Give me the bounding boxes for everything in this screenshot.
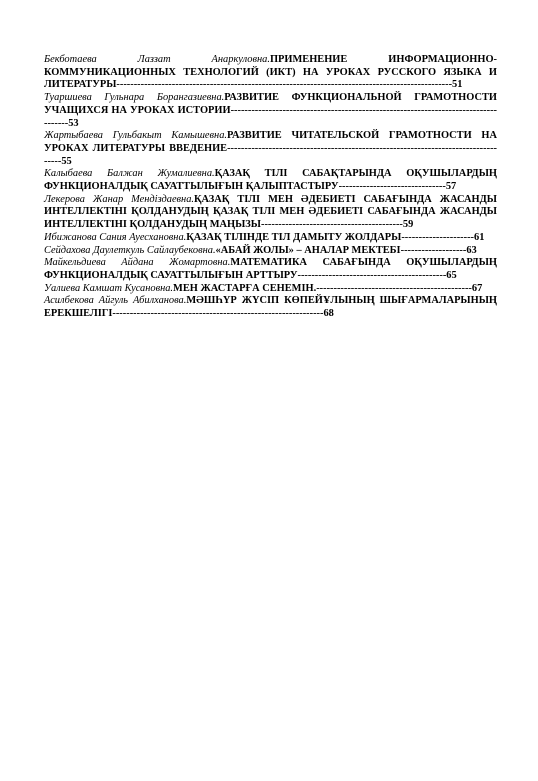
toc-entry-author: Жартыбаева Гульбакыт Камышевна. (44, 130, 228, 142)
toc-entry (44, 194, 497, 232)
toc-entry-title: ҚАЗАҚ ТІЛІ МЕН ӘДЕБИЕТІ САБАҒЫНДА ЖАСАНДЫ ИНТЕЛЛЕКТІНІ ҚОЛДАНУДЫҢ ҚАЗАҚ ТІЛІ МЕН ӘДЕБИЕТІ САБАҒЫНДА ЖАСАНДЫ ИНТЕЛЛЕКТІНІ ҚОЛДАНУДЫҢ МАҢЫЗЫ (44, 193, 497, 231)
toc-entry-title: МЕН ЖАСТАРҒА СЕНЕМІН. (173, 282, 317, 294)
toc-entry (44, 257, 497, 282)
toc-entry-leader: ----------------------------------------------------------------------------------- (44, 142, 497, 167)
toc-entry-author: Майкельдиева Айдана Жомартовна. (44, 257, 231, 269)
toc-entry-leader: ------------------------------------------------------------- (112, 308, 324, 320)
toc-entry-page-number: 67 (471, 282, 483, 294)
toc-entry-title: ҚАЗАҚ ТІЛІНДЕ ТІЛ ДАМЫТУ ЖОЛДАРЫ (186, 231, 402, 243)
toc-entry-author: Уалиева Камшат Кусановна. (44, 282, 174, 294)
toc-entry (44, 245, 497, 258)
toc-entry-page-number: 57 (445, 181, 457, 193)
toc-entry (44, 92, 497, 130)
toc-entry (44, 295, 497, 320)
toc-entry-page-number: 63 (466, 244, 477, 256)
toc-entry-leader: ------------------------------- (338, 181, 446, 193)
toc-entry-leader: ------------------- (400, 244, 467, 256)
toc-entry-author: Лекерова Жанар Мендiздаевна. (44, 193, 195, 205)
toc-entry (44, 283, 497, 296)
toc-entry-leader: ------------------------------------------- (297, 269, 447, 281)
toc-entry-author: Сейдахова Даулеткуль Сайлаубековна. (44, 244, 216, 256)
toc-entry-title: МӘШҺҮР ЖҮСІП КӨПЕЙҰЛЫНЫҢ ШЫҒАРМАЛАРЫНЫҢ ЕРЕКШЕЛІГІ (44, 295, 497, 320)
toc-entry-leader: ----------------------------------------- (261, 219, 403, 231)
toc-entry-page-number: 53 (68, 117, 79, 129)
toc-entry-title: ҚАЗАҚ ТІЛІ САБАҚТАРЫНДА ОҚУШЫЛАРДЫҢ ФУНКЦИОНАЛДЫҚ САУАТТЫЛЫҒЫН ҚАЛЫПТАСТЫРУ (44, 168, 497, 193)
toc-entry-leader: ------------------------------------------------------------------------------------ (44, 104, 497, 129)
toc-entry-author: Бекботаева Лаззат Анаркуловна. (44, 54, 270, 65)
toc-entry-title: РАЗВИТИЕ ФУНКЦИОНАЛЬНОЙ ГРАМОТНОСТИ УЧАЩИХСЯ НА УРОКАХ ИСТОРИИ (44, 92, 497, 116)
toc-entry (44, 168, 497, 193)
toc-entry (44, 232, 497, 245)
toc-entry-leader: ------------------------------------------------------------------------------------------------- (116, 79, 453, 91)
toc-entry-leader: --------------------- (401, 231, 474, 243)
toc-entry-leader: --------------------------------------------- (316, 282, 472, 294)
toc-entry-author: Ибижанова Сания Ауесхановна. (44, 231, 187, 243)
toc-entry-page-number: 68 (323, 308, 334, 320)
toc-entry-author: Туаршиева Гульнара Борангазиевна. (44, 92, 225, 104)
toc-entry-page-number: 65 (446, 269, 457, 281)
toc-entry-title: «АБАЙ ЖОЛЫ» – АНАЛАР МЕКТЕБІ (215, 244, 401, 256)
toc-entry-title: РАЗВИТИЕ ЧИТАТЕЛЬСКОЙ ГРАМОТНОСТИ НА УРОКАХ ЛИТЕРАТУРЫ ВВЕДЕНИЕ (44, 130, 497, 154)
toc-entry-page-number: 61 (474, 231, 485, 243)
toc-entry-page-number: 51 (452, 79, 463, 91)
table-of-contents (44, 54, 497, 321)
toc-entry-title: МАТЕМАТИКА САБАҒЫНДА ОҚУШЫЛАРДЫҢ ФУНКЦИОНАЛДЫҚ САУАТТЫЛЫҒЫН АРТТЫРУ (44, 257, 497, 281)
toc-entry (44, 54, 497, 92)
toc-entry-title: ПРИМЕНЕНИЕ ИНФОРМАЦИОННО-КОММУНИКАЦИОННЫХ ТЕХНОЛОГИЙ (ИКТ) НА УРОКАХ РУССКОГО ЯЗЫКА И ЛИТЕРАТУРЫ (44, 54, 497, 91)
toc-entry-page-number: 59 (402, 219, 414, 231)
toc-entry-page-number: 55 (61, 155, 72, 167)
toc-entry (44, 130, 497, 168)
toc-entry-author: Асилбекова Айгуль Абилханова. (44, 295, 187, 307)
toc-entry-author: Калыбаева Балжан Жумалиевна. (44, 168, 215, 180)
